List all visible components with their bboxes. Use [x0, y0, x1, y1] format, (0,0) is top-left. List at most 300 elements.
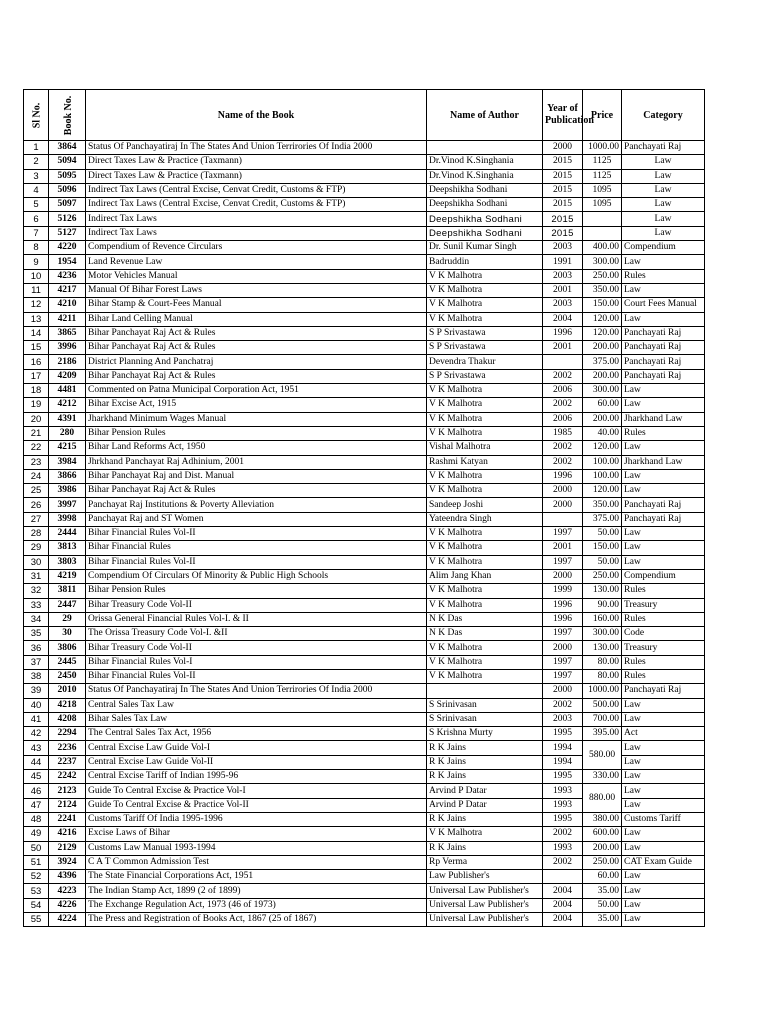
cell-price: 40.00 [583, 426, 622, 440]
cell-year: 1997 [543, 555, 583, 569]
cell-sl-no: 11 [24, 283, 49, 297]
cell-category: Law [622, 913, 705, 927]
cell-book-no: 30 [49, 627, 86, 641]
cell-book-name: Bihar Financial Rules Vol-II [86, 555, 427, 569]
cell-year: 1997 [543, 655, 583, 669]
cell-author: Deepshikha Sodhani [427, 212, 543, 226]
cell-book-no: 2236 [49, 741, 86, 755]
cell-price: 1125 [583, 155, 622, 169]
table-row [24, 913, 705, 927]
cell-category: Law [622, 755, 705, 769]
cell-year: 1997 [543, 669, 583, 683]
cell-author: V K Malhotra [427, 598, 543, 612]
cell-category: Law [622, 698, 705, 712]
cell-year: 2000 [543, 684, 583, 698]
table-row [24, 255, 705, 269]
cell-sl-no: 10 [24, 269, 49, 283]
cell-book-no: 2129 [49, 841, 86, 855]
cell-price: 1095 [583, 183, 622, 197]
cell-price: 300.00 [583, 255, 622, 269]
cell-price: 250.00 [583, 269, 622, 283]
cell-book-name: The State Financial Corporations Act, 1951 [86, 870, 427, 884]
table-row [24, 155, 705, 169]
cell-book-name: Bihar Land Celling Manual [86, 312, 427, 326]
cell-author: S P Srivastawa [427, 326, 543, 340]
header-sl-no: Sl No. [24, 90, 49, 141]
cell-year: 1994 [543, 741, 583, 755]
cell-book-name: Customs Tariff Of India 1995-1996 [86, 812, 427, 826]
cell-sl-no: 35 [24, 627, 49, 641]
cell-author: S Srinivasan [427, 712, 543, 726]
cell-price: 90.00 [583, 598, 622, 612]
cell-author: V K Malhotra [427, 669, 543, 683]
cell-year: 2004 [543, 913, 583, 927]
cell-year: 1999 [543, 584, 583, 598]
cell-price: 1000.00 [583, 684, 622, 698]
cell-book-name: Bihar Excise Act, 1915 [86, 398, 427, 412]
table-row [24, 412, 705, 426]
cell-book-name: Direct Taxes Law & Practice (Taxmann) [86, 155, 427, 169]
cell-book-name: Guide To Central Excise & Practice Vol-II [86, 798, 427, 812]
cell-category: Rules [622, 584, 705, 598]
cell-year: 2006 [543, 412, 583, 426]
cell-price: 200.00 [583, 341, 622, 355]
cell-sl-no: 47 [24, 798, 49, 812]
cell-book-no: 2450 [49, 669, 86, 683]
cell-year: 1995 [543, 770, 583, 784]
cell-book-no: 2242 [49, 770, 86, 784]
table-row [24, 498, 705, 512]
cell-year: 2015 [543, 169, 583, 183]
cell-author: V K Malhotra [427, 312, 543, 326]
cell-sl-no: 48 [24, 812, 49, 826]
table-row [24, 484, 705, 498]
cell-year: 2003 [543, 269, 583, 283]
table-row [24, 841, 705, 855]
cell-category: Treasury [622, 641, 705, 655]
table-row [24, 898, 705, 912]
cell-sl-no: 44 [24, 755, 49, 769]
table-row [24, 169, 705, 183]
cell-category: Panchayati Raj [622, 512, 705, 526]
cell-year: 2002 [543, 455, 583, 469]
cell-author: Deepshikha Sodhani [427, 183, 543, 197]
table-row [24, 312, 705, 326]
cell-year [543, 870, 583, 884]
cell-category: Panchayati Raj [622, 341, 705, 355]
cell-price: 600.00 [583, 827, 622, 841]
cell-book-no: 3924 [49, 855, 86, 869]
cell-price: 200.00 [583, 841, 622, 855]
cell-author: Vishal Malhotra [427, 441, 543, 455]
table-row [24, 183, 705, 197]
table-row [24, 426, 705, 440]
cell-category: Rules [622, 669, 705, 683]
cell-author [427, 141, 543, 155]
cell-year: 1985 [543, 426, 583, 440]
table-row [24, 784, 705, 798]
cell-sl-no: 43 [24, 741, 49, 755]
cell-category: Act [622, 727, 705, 741]
cell-book-no: 4236 [49, 269, 86, 283]
cell-price [583, 226, 622, 240]
cell-category: Rules [622, 655, 705, 669]
cell-category: Rules [622, 426, 705, 440]
cell-book-no: 2444 [49, 527, 86, 541]
cell-book-no: 4219 [49, 569, 86, 583]
cell-category: Law [622, 198, 705, 212]
cell-book-no: 3806 [49, 641, 86, 655]
cell-price: 400.00 [583, 241, 622, 255]
cell-year [543, 355, 583, 369]
cell-book-name: Bihar Financial Rules Vol-II [86, 669, 427, 683]
cell-year: 1993 [543, 784, 583, 798]
cell-book-no: 4209 [49, 369, 86, 383]
table-row [24, 669, 705, 683]
cell-sl-no: 49 [24, 827, 49, 841]
cell-category: Law [622, 155, 705, 169]
table-row [24, 712, 705, 726]
cell-book-name: Central Excise Law Guide Vol-II [86, 755, 427, 769]
cell-sl-no: 17 [24, 369, 49, 383]
cell-sl-no: 34 [24, 612, 49, 626]
cell-book-name: Manual Of Bihar Forest Laws [86, 283, 427, 297]
cell-sl-no: 40 [24, 698, 49, 712]
cell-category: Law [622, 741, 705, 755]
cell-price: 700.00 [583, 712, 622, 726]
cell-category: Court Fees Manual [622, 298, 705, 312]
cell-sl-no: 21 [24, 426, 49, 440]
cell-book-no: 4481 [49, 384, 86, 398]
table-row [24, 527, 705, 541]
cell-book-no: 5094 [49, 155, 86, 169]
table-row [24, 441, 705, 455]
table-row [24, 541, 705, 555]
cell-year: 1991 [543, 255, 583, 269]
cell-sl-no: 24 [24, 469, 49, 483]
cell-book-name: Bihar Land Reforms Act, 1950 [86, 441, 427, 455]
cell-book-no: 4210 [49, 298, 86, 312]
cell-book-name: Motor Vehicles Manual [86, 269, 427, 283]
cell-book-name: The Indian Stamp Act, 1899 (2 of 1899) [86, 884, 427, 898]
header-row [24, 90, 705, 141]
cell-sl-no: 45 [24, 770, 49, 784]
table-row [24, 655, 705, 669]
cell-book-no: 4218 [49, 698, 86, 712]
cell-category: Law [622, 255, 705, 269]
cell-author: R K Jains [427, 741, 543, 755]
cell-author: V K Malhotra [427, 298, 543, 312]
cell-book-no: 29 [49, 612, 86, 626]
cell-category: Law [622, 398, 705, 412]
cell-author: S Srinivasan [427, 698, 543, 712]
cell-price: 500.00 [583, 698, 622, 712]
cell-year: 1993 [543, 798, 583, 812]
cell-category: Law [622, 841, 705, 855]
cell-sl-no: 27 [24, 512, 49, 526]
cell-book-name: The Press and Registration of Books Act, 1867 (25 of 1867) [86, 913, 427, 927]
cell-price [583, 212, 622, 226]
cell-year: 2002 [543, 369, 583, 383]
cell-price: 250.00 [583, 569, 622, 583]
cell-category: CAT Exam Guide [622, 855, 705, 869]
cell-book-no: 4211 [49, 312, 86, 326]
cell-year: 1996 [543, 612, 583, 626]
cell-category: Law [622, 527, 705, 541]
cell-category: Law [622, 770, 705, 784]
cell-book-no: 3997 [49, 498, 86, 512]
cell-author: V K Malhotra [427, 426, 543, 440]
cell-author: Dr.Vinod K.Singhania [427, 169, 543, 183]
cell-book-no: 4391 [49, 412, 86, 426]
cell-category: Panchayati Raj [622, 355, 705, 369]
table-row [24, 827, 705, 841]
cell-book-no: 2010 [49, 684, 86, 698]
cell-book-name: Jharkhand Minimum Wages Manual [86, 412, 427, 426]
cell-book-no: 280 [49, 426, 86, 440]
cell-book-name: Bihar Treasury Code Vol-II [86, 641, 427, 655]
cell-author: Dr. Sunil Kumar Singh [427, 241, 543, 255]
cell-category: Code [622, 627, 705, 641]
cell-book-no: 4220 [49, 241, 86, 255]
cell-book-name: Bihar Panchayat Raj Act & Rules [86, 326, 427, 340]
cell-year: 2000 [543, 641, 583, 655]
cell-price: 35.00 [583, 884, 622, 898]
cell-book-no: 3813 [49, 541, 86, 555]
cell-author: V K Malhotra [427, 527, 543, 541]
header-author: Name of Author [427, 90, 543, 141]
cell-book-no: 2447 [49, 598, 86, 612]
table-row [24, 341, 705, 355]
cell-author [427, 684, 543, 698]
cell-book-name: Bihar Sales Tax Law [86, 712, 427, 726]
cell-author: R K Jains [427, 770, 543, 784]
cell-price: 50.00 [583, 898, 622, 912]
cell-year: 1995 [543, 727, 583, 741]
table-row [24, 269, 705, 283]
table-row [24, 369, 705, 383]
table-row [24, 469, 705, 483]
cell-author: Rashmi Katyan [427, 455, 543, 469]
cell-sl-no: 30 [24, 555, 49, 569]
cell-price: 100.00 [583, 455, 622, 469]
cell-book-name: C A T Common Admission Test [86, 855, 427, 869]
table-row [24, 212, 705, 226]
cell-price: 375.00 [583, 512, 622, 526]
cell-year: 1996 [543, 469, 583, 483]
cell-price: 200.00 [583, 412, 622, 426]
cell-author: S P Srivastawa [427, 369, 543, 383]
cell-sl-no: 31 [24, 569, 49, 583]
cell-author: Badruddin [427, 255, 543, 269]
cell-book-name: Bihar Panchayat Raj Act & Rules [86, 484, 427, 498]
cell-category: Law [622, 898, 705, 912]
cell-year: 2004 [543, 884, 583, 898]
cell-sl-no: 41 [24, 712, 49, 726]
cell-sl-no: 38 [24, 669, 49, 683]
cell-category: Panchayati Raj [622, 141, 705, 155]
cell-year: 2002 [543, 855, 583, 869]
table-row [24, 355, 705, 369]
cell-book-name: Indirect Tax Laws [86, 226, 427, 240]
cell-price: 300.00 [583, 384, 622, 398]
cell-category: Law [622, 312, 705, 326]
cell-sl-no: 20 [24, 412, 49, 426]
cell-sl-no: 26 [24, 498, 49, 512]
table-row [24, 741, 705, 755]
cell-sl-no: 15 [24, 341, 49, 355]
table-row [24, 555, 705, 569]
table-row [24, 884, 705, 898]
cell-author: R K Jains [427, 812, 543, 826]
cell-book-name: The Central Sales Tax Act, 1956 [86, 727, 427, 741]
books-table [23, 89, 705, 927]
cell-sl-no: 14 [24, 326, 49, 340]
cell-year: 2004 [543, 898, 583, 912]
cell-sl-no: 5 [24, 198, 49, 212]
cell-category: Panchayati Raj [622, 684, 705, 698]
cell-price: 120.00 [583, 441, 622, 455]
cell-book-no: 5127 [49, 226, 86, 240]
cell-year: 1996 [543, 598, 583, 612]
cell-book-no: 2241 [49, 812, 86, 826]
cell-book-name: Bihar Treasury Code Vol-II [86, 598, 427, 612]
cell-author: V K Malhotra [427, 827, 543, 841]
header-year: Year of Publication [543, 90, 583, 141]
cell-year [543, 512, 583, 526]
cell-author: V K Malhotra [427, 283, 543, 297]
cell-author: Devendra Thakur [427, 355, 543, 369]
cell-price: 350.00 [583, 283, 622, 297]
table-row [24, 612, 705, 626]
cell-book-name: Bihar Pension Rules [86, 584, 427, 598]
cell-category: Law [622, 183, 705, 197]
cell-book-name: Guide To Central Excise & Practice Vol-I [86, 784, 427, 798]
cell-book-no: 5126 [49, 212, 86, 226]
table-row [24, 598, 705, 612]
cell-category: Compendium [622, 241, 705, 255]
cell-sl-no: 29 [24, 541, 49, 555]
table-row [24, 141, 705, 155]
cell-book-name: Jhrkhand Panchayat Raj Adhinium, 2001 [86, 455, 427, 469]
cell-sl-no: 53 [24, 884, 49, 898]
cell-price: 380.00 [583, 812, 622, 826]
cell-sl-no: 32 [24, 584, 49, 598]
cell-book-no: 3866 [49, 469, 86, 483]
table-row [24, 727, 705, 741]
cell-price: 160.00 [583, 612, 622, 626]
table-row [24, 698, 705, 712]
cell-book-no: 3803 [49, 555, 86, 569]
header-category: Category [622, 90, 705, 141]
cell-category: Law [622, 798, 705, 812]
cell-price: 80.00 [583, 655, 622, 669]
table-row [24, 870, 705, 884]
cell-book-name: The Exchange Regulation Act, 1973 (46 of 1973) [86, 898, 427, 912]
cell-book-no: 2124 [49, 798, 86, 812]
table-row [24, 384, 705, 398]
cell-sl-no: 6 [24, 212, 49, 226]
cell-sl-no: 52 [24, 870, 49, 884]
cell-price: 350.00 [583, 498, 622, 512]
cell-category: Jharkhand Law [622, 412, 705, 426]
cell-book-name: Commented on Patna Municipal Corporation Act, 1951 [86, 384, 427, 398]
cell-author: N K Das [427, 627, 543, 641]
cell-author: Dr.Vinod K.Singhania [427, 155, 543, 169]
cell-author: Sandeep Joshi [427, 498, 543, 512]
cell-year: 2003 [543, 241, 583, 255]
cell-sl-no: 16 [24, 355, 49, 369]
cell-price: 1000.00 [583, 141, 622, 155]
cell-book-no: 5097 [49, 198, 86, 212]
cell-author: Deepshikha Sodhani [427, 226, 543, 240]
cell-sl-no: 7 [24, 226, 49, 240]
cell-year: 2015 [543, 212, 583, 226]
cell-price: 120.00 [583, 484, 622, 498]
cell-book-no: 3996 [49, 341, 86, 355]
cell-year: 2003 [543, 712, 583, 726]
cell-book-name: Land Revenue Law [86, 255, 427, 269]
cell-book-no: 2237 [49, 755, 86, 769]
cell-book-no: 4396 [49, 870, 86, 884]
cell-book-name: Bihar Financial Rules Vol-II [86, 527, 427, 541]
header-price: Price [583, 90, 622, 141]
cell-price: 250.00 [583, 855, 622, 869]
cell-book-name: Central Excise Tariff of Indian 1995-96 [86, 770, 427, 784]
cell-category: Law [622, 441, 705, 455]
cell-category: Rules [622, 612, 705, 626]
cell-category: Law [622, 784, 705, 798]
cell-author: Rp Verma [427, 855, 543, 869]
cell-price: 50.00 [583, 555, 622, 569]
cell-book-no: 4216 [49, 827, 86, 841]
cell-price: 375.00 [583, 355, 622, 369]
cell-book-no: 3984 [49, 455, 86, 469]
cell-year: 2000 [543, 484, 583, 498]
cell-category: Law [622, 712, 705, 726]
cell-book-no: 3986 [49, 484, 86, 498]
cell-price: 200.00 [583, 369, 622, 383]
cell-price: 150.00 [583, 541, 622, 555]
cell-sl-no: 1 [24, 141, 49, 155]
cell-book-name: Central Sales Tax Law [86, 698, 427, 712]
cell-book-no: 4224 [49, 913, 86, 927]
cell-sl-no: 36 [24, 641, 49, 655]
cell-book-name: Bihar Pension Rules [86, 426, 427, 440]
cell-book-no: 2123 [49, 784, 86, 798]
cell-author: V K Malhotra [427, 469, 543, 483]
cell-year: 1997 [543, 527, 583, 541]
cell-year: 2000 [543, 141, 583, 155]
cell-book-name: District Planning And Panchatraj [86, 355, 427, 369]
cell-category: Law [622, 484, 705, 498]
cell-category: Customs Tariff [622, 812, 705, 826]
cell-book-name: Status Of Panchayatiraj In The States And Union Terrirories Of India 2000 [86, 684, 427, 698]
table-row [24, 298, 705, 312]
cell-book-name: The Orissa Treasury Code Vol-I. &II [86, 627, 427, 641]
cell-price: 300.00 [583, 627, 622, 641]
cell-book-name: Indirect Tax Laws (Central Excise, Cenvat Credit, Customs & FTP) [86, 183, 427, 197]
cell-author: V K Malhotra [427, 641, 543, 655]
cell-sl-no: 37 [24, 655, 49, 669]
table-row [24, 326, 705, 340]
cell-category: Compendium [622, 569, 705, 583]
cell-author: Universal Law Publisher's [427, 884, 543, 898]
cell-price: 1125 [583, 169, 622, 183]
cell-price: 1095 [583, 198, 622, 212]
cell-book-no: 4223 [49, 884, 86, 898]
cell-author: V K Malhotra [427, 412, 543, 426]
